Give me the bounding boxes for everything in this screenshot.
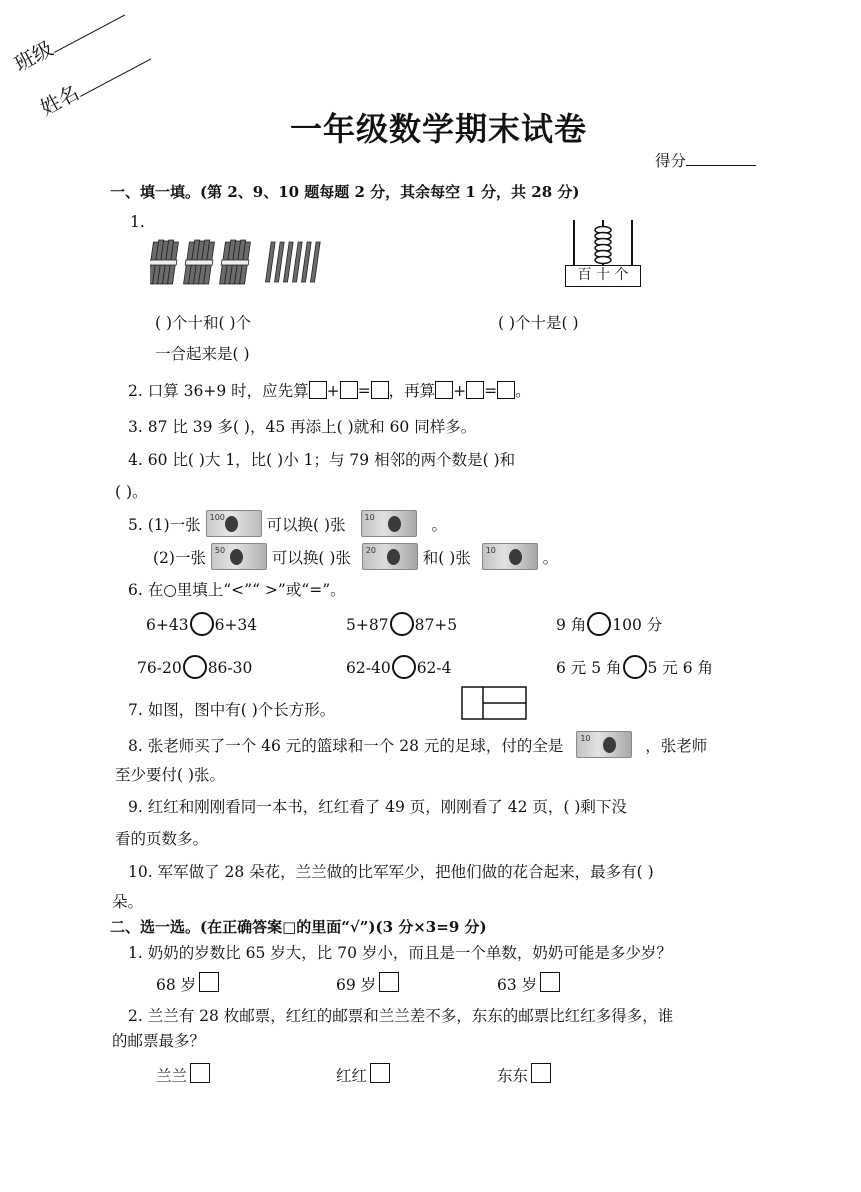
rectangles-figure	[461, 686, 527, 720]
checkbox[interactable]	[379, 972, 399, 992]
class-label: 班级	[10, 36, 57, 77]
q1-combined: 一合起来是( )	[155, 345, 250, 363]
checkbox[interactable]	[190, 1063, 210, 1083]
section1-heading: 一、填一填。(第 2、9、10 题每题 2 分，其余每空 1 分，共 28 分)	[110, 183, 580, 201]
q1-right-answer: ( )个十是( )	[498, 314, 579, 332]
q3: 3. 87 比 39 多( )，45 再添上( )就和 60 同样多。	[128, 418, 477, 436]
q6-item: 62-40 62-4	[346, 655, 452, 679]
q6-stem: 6. 在○里填上“<”“ >”或“=”。	[128, 581, 346, 599]
answer-box[interactable]	[309, 381, 327, 399]
q6-item: 5+87 87+5	[346, 612, 457, 636]
option-lanlan[interactable]: 兰兰	[156, 1063, 210, 1086]
score-field[interactable]	[655, 149, 756, 171]
compare-circle[interactable]	[190, 612, 214, 636]
q10-line1: 10. 军军做了 28 朵花，兰兰做的比军军少，把他们做的花合起来，最多有( )	[128, 863, 654, 881]
q1-number: 1.	[130, 213, 145, 231]
abacus-base	[565, 265, 641, 287]
q9-line2: 看的页数多。	[115, 830, 209, 848]
answer-box[interactable]	[371, 381, 389, 399]
stick-bundles-image	[150, 236, 336, 286]
q9-line1: 9. 红红和刚刚看同一本书，红红看了 49 页，刚刚看了 42 页，( )剩下没	[128, 798, 627, 816]
q10-line2: 朵。	[112, 893, 144, 911]
abacus-place-labels: 百 十 个	[577, 267, 629, 283]
option-honghong[interactable]: 红红	[336, 1063, 390, 1086]
q8-text-b: ，张老师	[645, 737, 708, 755]
q7: 7. 如图，图中有( )个长方形。	[128, 701, 336, 719]
checkbox[interactable]	[199, 972, 219, 992]
q8-text-a: 8. 张老师买了一个 46 元的篮球和一个 28 元的足球，付的全是	[128, 737, 564, 755]
q5-l1-c: 。	[431, 516, 447, 534]
q2: 2. 口算 36+9 时，应先算 + = ，再算 + = 。	[128, 382, 531, 400]
banknote-50-icon: 50	[211, 543, 267, 570]
q1-left-answer: ( )个十和( )个	[155, 314, 252, 332]
score-label: 得分	[655, 152, 687, 170]
compare-circle[interactable]	[392, 655, 416, 679]
compare-circle[interactable]	[587, 612, 611, 636]
banknote-10-icon: 10	[361, 510, 417, 537]
q5-l2-b: 可以换( )张	[271, 549, 351, 567]
abacus-image	[565, 218, 641, 288]
q5-l1-b: 可以换( )张	[266, 516, 346, 534]
q5-line2	[153, 543, 558, 570]
q5-l2-c: 和( )张	[422, 549, 471, 567]
q6-item: 6 元 5 角 5 元 6 角	[556, 655, 713, 679]
option-68[interactable]: 68 岁	[156, 972, 219, 995]
banknote-10-icon: 10	[576, 731, 632, 758]
option-dongdong[interactable]: 东东	[497, 1063, 551, 1086]
q8-line1	[128, 731, 707, 758]
banknote-100-icon: 100	[206, 510, 262, 537]
name-label: 姓名	[36, 80, 83, 121]
checkbox[interactable]	[531, 1063, 551, 1083]
q2-text-a: 2. 口算 36+9 时，应先算	[128, 382, 309, 400]
s2-q2-line1: 2. 兰兰有 28 枚邮票，红红的邮票和兰兰差不多，东东的邮票比红红多得多，谁	[128, 1007, 674, 1025]
banknote-20-icon: 20	[362, 543, 418, 570]
q4-line1: 4. 60 比( )大 1，比( )小 1；与 79 相邻的两个数是( )和	[128, 451, 516, 469]
q5-l2-a: (2)一张	[153, 549, 206, 567]
banknote-10-icon: 10	[482, 543, 538, 570]
checkbox[interactable]	[540, 972, 560, 992]
answer-box[interactable]	[340, 381, 358, 399]
section2-heading: 二、选一选。(在正确答案□的里面“√”)(3 分×3=9 分)	[110, 918, 487, 936]
option-69[interactable]: 69 岁	[336, 972, 399, 995]
checkbox[interactable]	[370, 1063, 390, 1083]
q6-item: 9 角 100 分	[556, 612, 662, 636]
q2-text-end: 。	[515, 382, 531, 400]
q4-line2: ( )。	[115, 483, 148, 501]
answer-box[interactable]	[435, 381, 453, 399]
q8-line2: 至少要付( )张。	[115, 766, 226, 784]
compare-circle[interactable]	[390, 612, 414, 636]
page-title: 一年级数学期末试卷	[290, 110, 588, 148]
q2-text-b: ，再算	[388, 382, 436, 400]
q6-item: 76-20 86-30	[137, 655, 252, 679]
s2-q1: 1. 奶奶的岁数比 65 岁大，比 70 岁小，而且是一个单数，奶奶可能是多少岁？	[128, 944, 672, 962]
s2-q2-line2: 的邮票最多？	[112, 1032, 206, 1050]
q5-l2-d: 。	[542, 549, 559, 567]
compare-circle[interactable]	[183, 655, 207, 679]
answer-box[interactable]	[497, 381, 515, 399]
option-63[interactable]: 63 岁	[497, 972, 560, 995]
answer-box[interactable]	[466, 381, 484, 399]
q5-line1	[128, 510, 447, 537]
q5-l1-a: 5. (1)一张	[128, 516, 201, 534]
compare-circle[interactable]	[623, 655, 647, 679]
q6-item: 6+43 6+34	[146, 612, 257, 636]
